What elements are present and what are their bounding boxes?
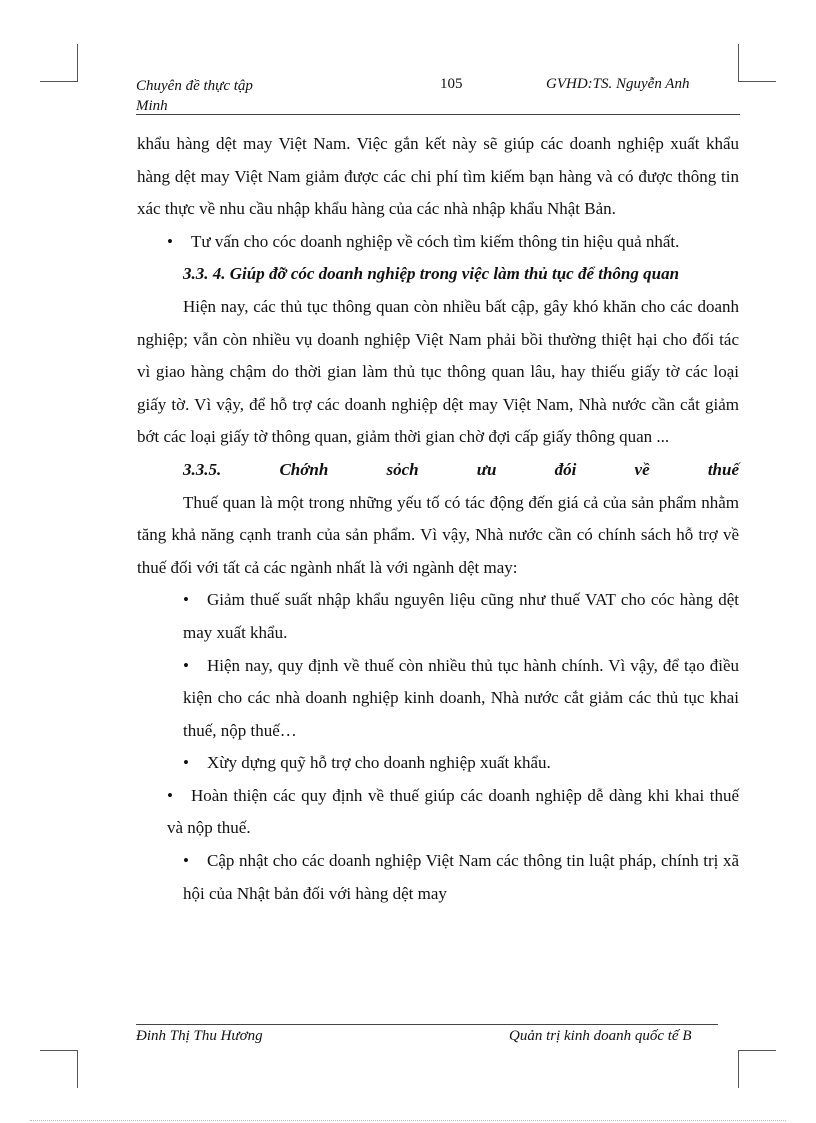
header-rule — [136, 114, 740, 115]
bullet-item-4 — [137, 747, 739, 780]
footer-department: Quản trị kinh doanh quốc tế B — [509, 1028, 692, 1044]
bullet-icon: • — [183, 753, 189, 773]
bullet-text: Hiện nay, quy định về thuế còn nhiều thủ tục hành chính. Vì vậy, để tạo điều kiện cho các nhà doanh nghiệp kinh doanh, Nhà nước cắt giảm các thủ tục khai thuế, nộp thuế… — [183, 655, 739, 740]
bullet-icon: • — [183, 655, 189, 675]
bullet-icon: • — [167, 231, 173, 251]
bullet-text: Cập nhật cho các doanh nghiệp Việt Nam các thông tin luật pháp, chính trị xã hội của Nhật bản đối với hàng dệt may — [183, 851, 739, 903]
bullet-icon: • — [183, 590, 189, 610]
footer-author: Đinh Thị Thu Hương — [136, 1028, 263, 1044]
section-heading-3-3-5: 3.3.5. Chớnh sỏch ưu đói về thuế — [183, 459, 739, 479]
paragraph-1: khẩu hàng dệt may Việt Nam. Việc gắn kết này sẽ giúp các doanh nghiệp xuất khẩu hàng dệt may Việt Nam giảm được các chi phí tìm kiếm bạn hàng và có được thông tin xác thực về nhu cầu nhập khẩu hàng của các nhà nhập khẩu Nhật Bản. — [137, 134, 739, 219]
page-header — [136, 76, 740, 116]
bullet-icon: • — [183, 851, 189, 871]
paragraph-2: Hiện nay, các thủ tục thông quan còn nhiều bất cập, gây khó khăn cho các doanh nghiệp; vẫn còn nhiều vụ doanh nghiệp Việt Nam phải bồi thường thiệt hại cho đối tác vì giao hàng chậm do thời gian làm thủ tục thông quan lâu, hay thiếu giấy tờ các loại giấy tờ. Vì vậy, để hỗ trợ các doanh nghiệp dệt may Việt Nam, Nhà nước cần cắt giảm bớt các loại giấy tờ thông quan, giảm thời gian chờ đợi cấp giấy thông quan ... — [137, 296, 739, 447]
bullet-item-3 — [137, 650, 739, 748]
section-heading-3-3-4: 3.3. 4. Giúp đỡ cóc doanh nghiệp trong việc làm thủ tục để thông quan — [183, 264, 680, 284]
paragraph-3: Thuế quan là một trong những yếu tố có tác động đến giá cả của sản phẩm nhằm tăng khả năng cạnh tranh của sản phẩm. Vì vậy, Nhà nước cần có chính sách hỗ trợ về thuế đối với tất cả các ngành nhất là với ngành dệt may: — [137, 492, 739, 577]
bullet-text: Tư vấn cho cóc doanh nghiệp về cóch tìm kiếm thông tin hiệu quả nhất. — [191, 231, 680, 251]
footer-rule — [136, 1024, 718, 1025]
bullet-item-1 — [137, 226, 739, 259]
bullet-item-2 — [137, 584, 739, 649]
bullet-text: Xừy dựng quỹ hỗ trợ cho doanh nghiệp xuất khẩu. — [207, 753, 551, 773]
bullet-item-5 — [137, 780, 739, 845]
page-body — [137, 128, 739, 910]
bullet-icon: • — [167, 785, 173, 805]
bullet-text: Hoàn thiện các quy định về thuế giúp các doanh nghiệp dễ dàng khi khai thuế và nộp thuế. — [167, 785, 739, 838]
page-bottom-dotted-line — [30, 1120, 786, 1121]
header-right: GVHD:TS. Nguyễn Anh — [546, 76, 690, 92]
header-left: Chuyên đề thực tập Minh — [136, 78, 253, 114]
bullet-item-6 — [137, 845, 739, 910]
bullet-text: Giảm thuế suất nhập khẩu nguyên liệu cũng như thuế VAT cho cóc hàng dệt may xuất khẩu. — [183, 590, 739, 642]
page-number: 105 — [440, 76, 463, 92]
